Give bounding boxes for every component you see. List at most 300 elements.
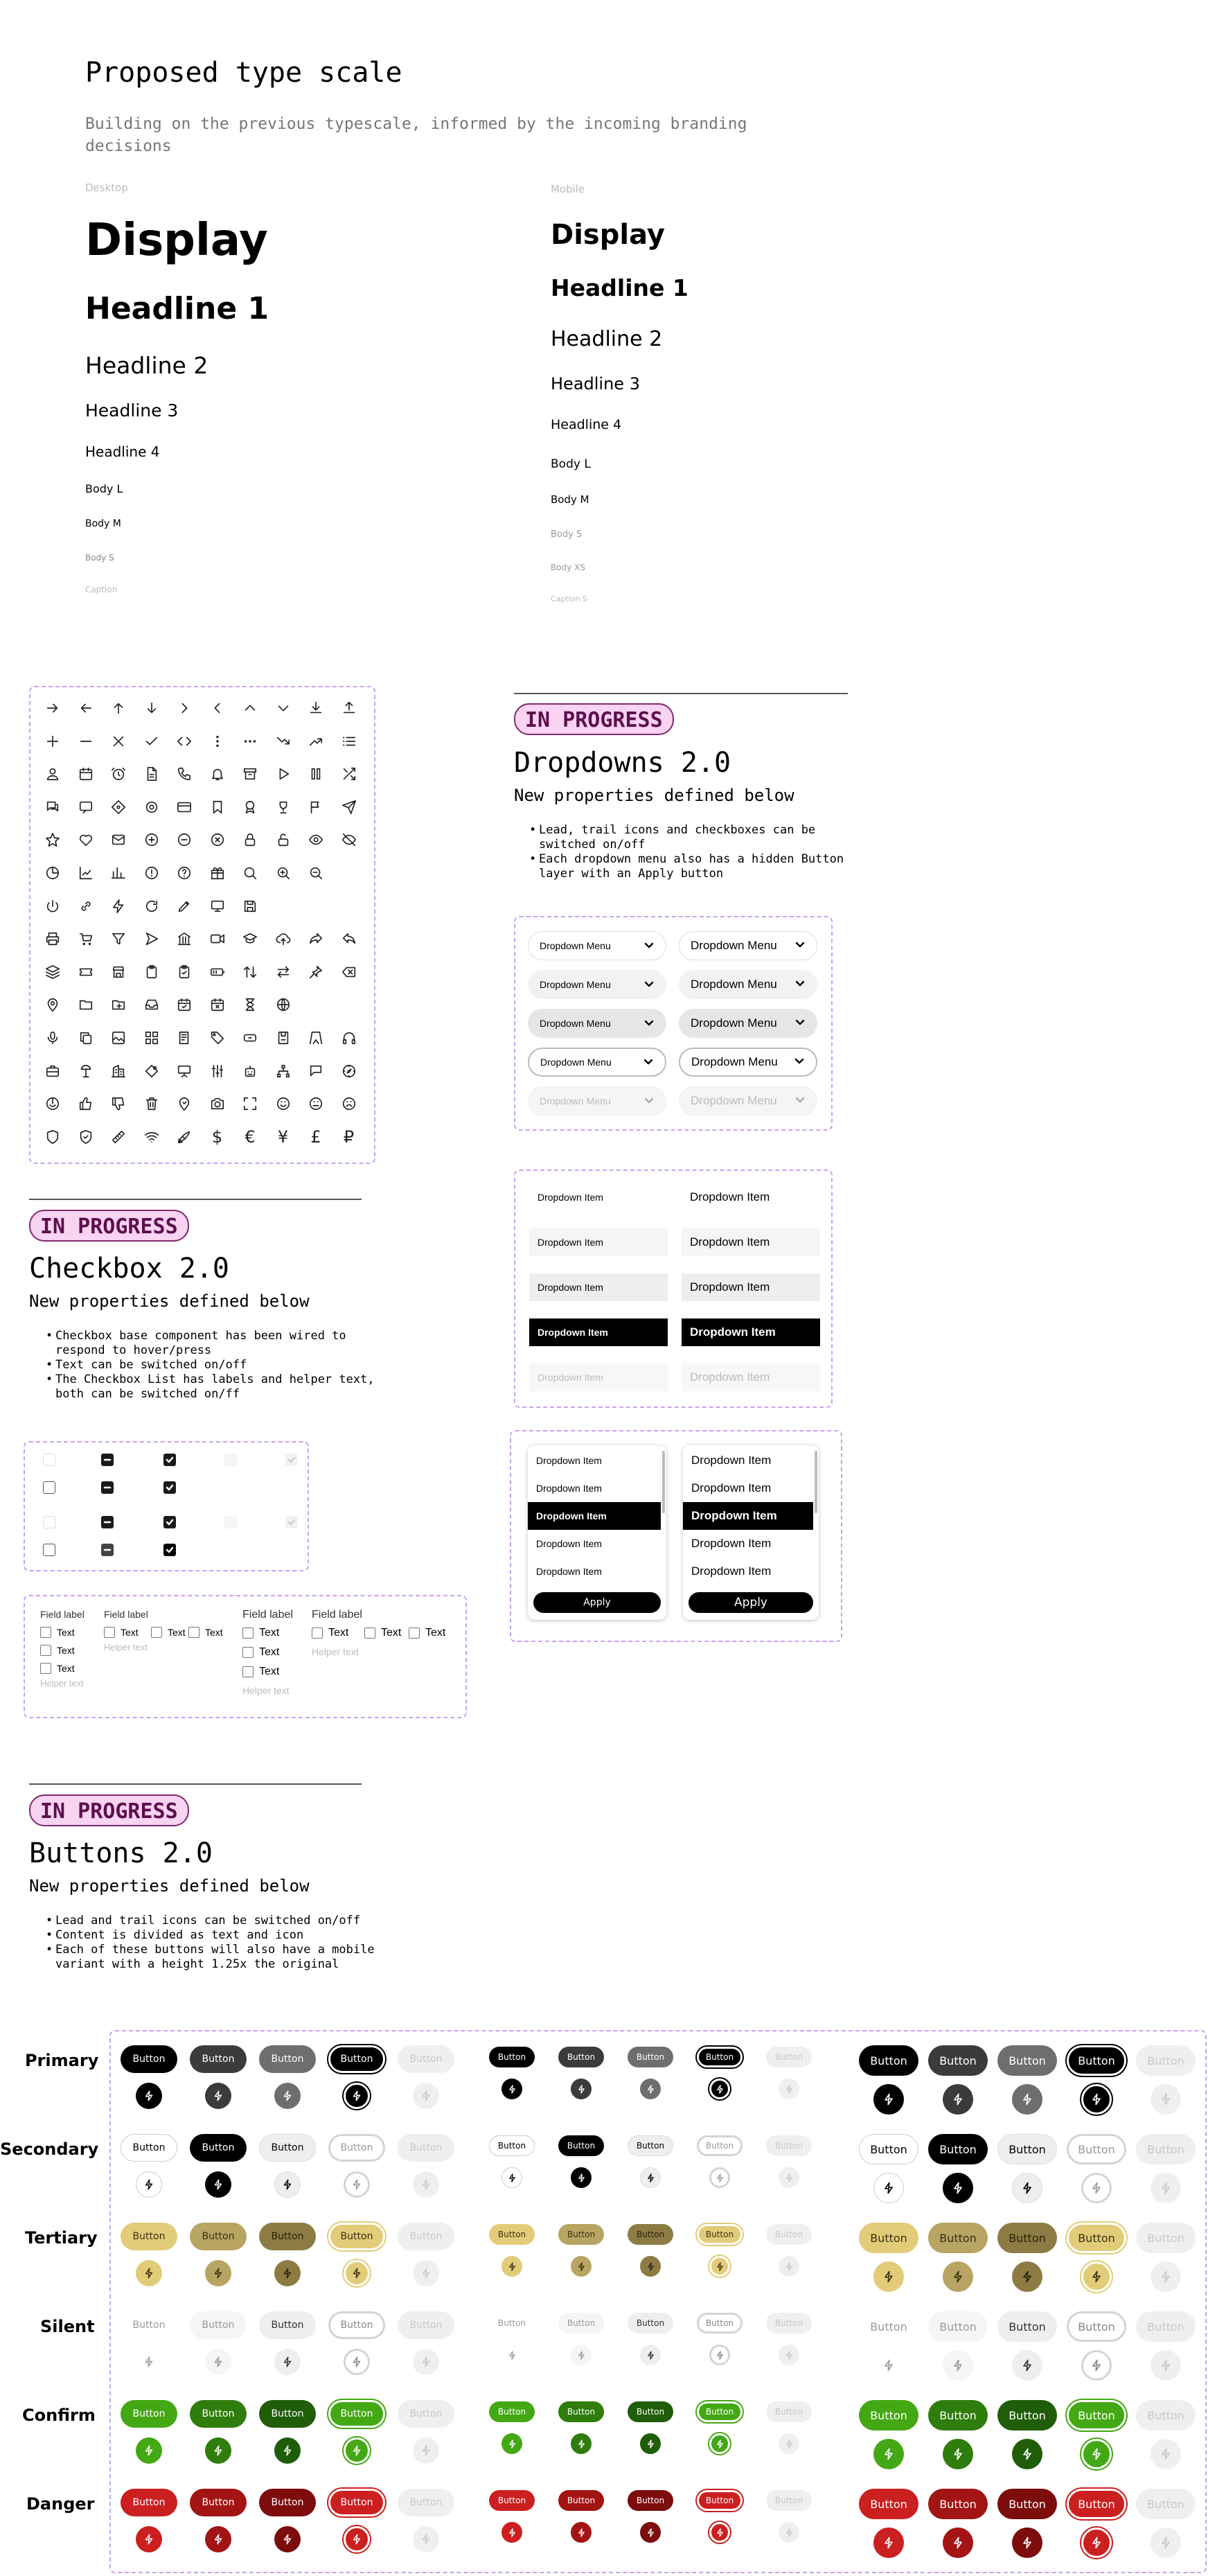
globe-icon [267,988,300,1021]
danger-icon-button[interactable] [501,2522,522,2543]
dropdown-menu-label: Dropdown Menu [540,1095,611,1106]
trash-icon [135,1087,168,1120]
dropdown-list-item[interactable]: Dropdown Item [683,1447,813,1474]
confirm-button[interactable]: Button [558,2401,604,2422]
mobile-headline-4: Headline 4 [551,417,622,432]
primary-icon-button[interactable] [136,2083,162,2109]
helper-text: Helper text [312,1646,359,1657]
bolt-icon [350,2178,363,2191]
checkbox[interactable] [163,1516,176,1528]
danger-icon-button[interactable] [274,2526,301,2552]
dropdown-menu[interactable] [528,1048,666,1077]
secondary-button[interactable]: Button [121,2134,177,2162]
tertiary-icon-button[interactable] [571,2256,592,2277]
tertiary-icon-button[interactable] [205,2260,231,2286]
silent-icon-button[interactable] [873,2350,904,2381]
danger-icon-button[interactable] [1012,2528,1042,2558]
bolt-icon [1020,2270,1034,2284]
secondary-button[interactable]: Button [997,2134,1057,2164]
silent-icon-button[interactable] [571,2345,592,2365]
heart-icon [69,823,103,856]
page-title: Proposed type scale [85,57,402,89]
apply-button[interactable]: Apply [533,1592,661,1613]
dropdown-list-item[interactable]: Dropdown Item [528,1502,661,1530]
swap-icon [267,955,300,989]
download-icon [299,691,332,725]
secondary-icon-button[interactable] [1012,2173,1042,2203]
silent-icon-button[interactable] [501,2345,522,2365]
silent-button[interactable]: Button [628,2313,673,2334]
dropdown-menu[interactable] [528,970,666,999]
primary-icon-button[interactable] [1012,2084,1042,2115]
checkbox-list-item[interactable] [242,1646,279,1659]
message-icon [69,791,103,824]
checkbox[interactable] [409,1627,420,1639]
silent-button[interactable]: Button [997,2311,1057,2342]
danger-button[interactable]: Button [928,2489,988,2519]
dropdown-list-item[interactable]: Dropdown Item [683,1502,813,1530]
bolt-icon [143,2178,155,2191]
tertiary-button[interactable]: Button [859,2223,918,2253]
secondary-icon-button[interactable] [873,2173,904,2203]
primary-button[interactable]: Button [697,2047,743,2067]
mobile-headline-1: Headline 1 [551,274,689,301]
checkbox[interactable] [40,1645,51,1656]
pie-chart-icon [36,856,69,890]
silent-icon-button[interactable] [640,2345,661,2365]
danger-button[interactable]: Button [328,2489,385,2516]
dropdown-item[interactable]: Dropdown Item [682,1318,820,1346]
danger-button[interactable]: Button [997,2489,1057,2519]
danger-button[interactable]: Button [628,2490,673,2511]
confirm-icon-button[interactable] [136,2437,162,2464]
checkbox-list-item[interactable] [242,1666,279,1678]
checkbox[interactable] [43,1454,55,1466]
tertiary-button[interactable]: Button [489,2224,535,2245]
primary-icon-button[interactable] [640,2079,661,2099]
tertiary-icon-button[interactable] [873,2261,904,2292]
silent-button[interactable]: Button [697,2313,743,2334]
bolt-icon [420,2267,432,2279]
helper-text: Helper text [104,1642,148,1652]
checkbox[interactable] [101,1544,114,1556]
confirm-button[interactable]: Button [628,2401,673,2422]
bolt-icon [646,2173,656,2183]
tertiary-button[interactable]: Button [259,2223,316,2250]
silent-icon-button[interactable] [136,2349,162,2375]
tertiary-icon-button[interactable] [640,2256,661,2277]
dropdown-list-item[interactable]: Dropdown Item [528,1558,661,1585]
secondary-button[interactable]: Button [628,2135,673,2156]
checkbox-list-item[interactable] [409,1627,445,1639]
tertiary-icon-button[interactable] [1012,2261,1042,2292]
secondary-icon-button[interactable] [1081,2173,1112,2203]
tertiary-button[interactable]: Button [190,2223,247,2250]
danger-icon-button[interactable] [1081,2528,1112,2558]
tertiary-button[interactable]: Button [928,2223,988,2253]
danger-icon-button[interactable] [344,2526,370,2552]
bolt-icon [715,2350,725,2361]
confirm-icon-button[interactable] [274,2437,301,2464]
silent-button[interactable]: Button [259,2311,316,2339]
bolt-icon [212,2356,224,2368]
silent-icon-button[interactable] [344,2349,370,2375]
checkbox[interactable] [43,1544,55,1556]
confirm-icon-button[interactable] [205,2437,231,2464]
silent-button[interactable]: Button [121,2311,177,2339]
silent-icon-button[interactable] [274,2349,301,2375]
checkbox[interactable] [104,1627,115,1638]
dropdown-scrollbar[interactable] [815,1451,817,1513]
checkbox[interactable] [43,1516,55,1528]
confirm-icon-button[interactable] [571,2433,592,2454]
silent-button[interactable]: Button [489,2313,535,2334]
secondary-icon-button[interactable] [274,2171,301,2198]
confirm-button[interactable]: Button [928,2400,988,2431]
dropdown-list-item[interactable]: Dropdown Item [528,1447,661,1474]
danger-button[interactable]: Button [1067,2489,1126,2519]
confirm-button[interactable]: Button [328,2400,385,2428]
dropdown-list-item[interactable]: Dropdown Item [528,1474,661,1502]
primary-button[interactable]: Button [628,2047,673,2067]
primary-button[interactable]: Button [997,2045,1057,2076]
danger-button[interactable]: Button [259,2489,316,2516]
checkbox[interactable] [163,1481,176,1494]
location-pin-icon [168,1087,201,1120]
danger-button[interactable]: Button [558,2490,604,2511]
primary-icon-button[interactable] [1081,2084,1112,2115]
page-subtitle-line-2: decisions [85,137,172,155]
dropdown-list-item[interactable]: Dropdown Item [683,1530,813,1558]
checkbox[interactable] [364,1627,375,1639]
dropdown-scrollbar[interactable] [662,1451,665,1513]
bolt-icon [350,2356,363,2368]
dropdown-menu[interactable] [679,1048,817,1077]
diamond-icon [102,791,135,824]
confirm-button[interactable]: Button [190,2400,247,2428]
euro-icon: € [245,1127,256,1147]
confirm-button[interactable]: Button [997,2400,1057,2431]
tertiary-button[interactable]: Button [558,2224,604,2245]
danger-icon-button[interactable] [571,2522,592,2543]
primary-button[interactable]: Button [328,2045,385,2073]
checkbox-list-item[interactable] [151,1627,186,1638]
secondary-icon-button[interactable] [571,2167,592,2188]
checkbox[interactable] [163,1454,176,1466]
bolt-icon [951,2358,965,2372]
dropdown-item[interactable]: Dropdown Item [682,1228,820,1256]
checkbox-list-item[interactable] [104,1627,139,1638]
silent-button[interactable]: Button [190,2311,247,2339]
dropdown-item[interactable]: Dropdown Item [682,1273,820,1301]
confirm-icon-button[interactable] [1081,2439,1112,2469]
folder-open-icon [102,988,135,1021]
dropdown-item[interactable]: Dropdown Item [529,1228,668,1256]
dropdown-list-item[interactable]: Dropdown Item [683,1474,813,1502]
silent-icon-button[interactable] [205,2349,231,2375]
danger-button[interactable]: Button [489,2490,535,2511]
checkbox-list-item[interactable] [40,1645,75,1656]
confirm-button[interactable]: Button [697,2401,743,2422]
confirm-icon-button[interactable] [1012,2439,1042,2469]
tertiary-icon-button[interactable] [943,2261,973,2292]
clipboard-icon [135,955,168,989]
danger-button[interactable]: Button [697,2490,743,2511]
secondary-button[interactable]: Button [558,2135,604,2156]
bolt-icon [882,2447,896,2461]
buttons-note: • Each of these buttons will also have a mobile variant with a height 1.25x the original [55,1943,375,1972]
desktop-headline-2: Headline 2 [85,352,208,379]
bolt-icon [420,2444,432,2457]
bolt-icon [1090,2447,1103,2461]
primary-icon-button[interactable] [501,2079,522,2099]
primary-button[interactable]: Button [558,2047,604,2067]
checkbox[interactable] [101,1481,114,1494]
dropdown-menu [528,1086,666,1115]
plus-icon [36,725,69,758]
tertiary-icon-button[interactable] [501,2256,522,2277]
danger-icon-button[interactable] [205,2526,231,2552]
bolt-icon [212,2444,224,2457]
dropdown-menu[interactable] [679,931,817,960]
secondary-icon-button[interactable] [344,2171,370,2198]
tertiary-icon-button[interactable] [1081,2261,1112,2292]
checkbox-text: Text [57,1627,75,1638]
checkbox[interactable] [188,1627,199,1638]
secondary-button[interactable]: Button [1067,2134,1126,2164]
checkbox-list-item[interactable] [364,1627,401,1639]
trophy-icon [267,791,300,824]
confirm-button[interactable]: Button [1067,2400,1126,2431]
bolt-icon [576,2173,587,2183]
secondary-button[interactable]: Button [697,2135,743,2156]
confirm-icon-button[interactable] [873,2439,904,2469]
danger-icon-button[interactable] [136,2526,162,2552]
secondary-button[interactable]: Button [190,2134,247,2162]
dropdown-menu[interactable] [679,970,817,999]
danger-icon-button[interactable] [640,2522,661,2543]
ruler-icon [102,1120,135,1154]
trend-down-icon [267,725,300,758]
secondary-icon-button[interactable] [709,2167,730,2188]
confirm-icon-button [413,2437,439,2464]
bolt-icon [882,2092,896,2106]
danger-button[interactable]: Button [121,2489,177,2516]
field-label: Field label [312,1609,362,1621]
checkbox[interactable] [151,1627,162,1638]
bolt-icon [715,2173,725,2183]
primary-icon-button[interactable] [709,2079,730,2099]
primary-button[interactable]: Button [121,2045,177,2073]
rocket-icon [168,1120,201,1154]
primary-icon-button[interactable] [344,2083,370,2109]
tertiary-button[interactable]: Button [628,2224,673,2245]
apply-button[interactable]: Apply [689,1592,813,1613]
checkbox[interactable] [163,1544,176,1556]
dropdown-list-item[interactable]: Dropdown Item [528,1530,661,1558]
checkbox[interactable] [242,1627,254,1639]
primary-button[interactable]: Button [928,2045,988,2076]
primary-icon-button[interactable] [205,2083,231,2109]
silent-button[interactable]: Button [859,2311,918,2342]
secondary-icon-button[interactable] [136,2171,162,2198]
primary-button[interactable]: Button [190,2045,247,2073]
smile-alt-icon [299,1087,332,1120]
checkbox[interactable] [312,1627,323,1639]
danger-button[interactable]: Button [859,2489,918,2519]
confirm-button[interactable]: Button [489,2401,535,2422]
tertiary-button[interactable]: Button [1067,2223,1126,2253]
silent-icon-button[interactable] [943,2350,973,2381]
secondary-button[interactable]: Button [259,2134,316,2162]
danger-icon-button[interactable] [873,2528,904,2558]
dropdown-list-item[interactable]: Dropdown Item [683,1558,813,1585]
save-icon [233,890,267,923]
silent-icon-button[interactable] [1081,2350,1112,2381]
play-icon [267,757,300,791]
bolt-icon [1159,2358,1173,2372]
tertiary-icon-button[interactable] [274,2260,301,2286]
helper-text: Helper text [242,1685,290,1696]
dropdown-item[interactable]: Dropdown Item [529,1273,668,1301]
tertiary-button[interactable]: Button [697,2224,743,2245]
secondary-button[interactable]: Button [489,2135,535,2156]
desktop-display: Display [85,215,268,266]
checkbox[interactable] [43,1481,55,1494]
checkbox[interactable] [242,1647,254,1658]
primary-button[interactable]: Button [859,2045,918,2076]
bolt-icon [646,2350,656,2361]
primary-button[interactable]: Button [1067,2045,1126,2076]
checkbox[interactable] [40,1627,51,1638]
tertiary-button[interactable]: Button [121,2223,177,2250]
send-icon [332,791,366,824]
secondary-icon-button[interactable] [205,2171,231,2198]
inbox-icon [135,988,168,1021]
primary-icon-button[interactable] [274,2083,301,2109]
danger-button: Button [398,2489,454,2516]
tertiary-icon-button[interactable] [136,2260,162,2286]
bolt-icon [1020,2358,1034,2372]
danger-button[interactable]: Button [190,2489,247,2516]
danger-icon-button[interactable] [943,2528,973,2558]
checkbox-title: Checkbox 2.0 [29,1253,229,1285]
silent-button[interactable]: Button [328,2311,385,2339]
confirm-button[interactable]: Button [859,2400,918,2431]
confirm-icon-button[interactable] [943,2439,973,2469]
bolt-icon [646,2261,656,2272]
confirm-button[interactable]: Button [121,2400,177,2428]
silent-button[interactable]: Button [928,2311,988,2342]
primary-icon-button[interactable] [873,2084,904,2115]
document-icon [135,757,168,791]
silent-icon-button[interactable] [709,2345,730,2365]
checkbox-list-item[interactable] [188,1627,223,1638]
tertiary-icon-button[interactable] [709,2256,730,2277]
dropdown-menu[interactable] [679,1009,817,1038]
bolt-icon [1020,2092,1034,2106]
chevron-down-icon [794,1055,805,1070]
primary-button[interactable]: Button [259,2045,316,2073]
buttons-notes [43,1914,375,1972]
arrow-up-icon [102,691,135,725]
bolt-icon [507,2439,517,2449]
page-subtitle: Building on the previous typescale, informed by the incoming branding [85,115,747,133]
secondary-button[interactable]: Button [928,2134,988,2164]
checkbox-status-badge: IN PROGRESS [29,1210,189,1242]
checkbox-list-item[interactable] [40,1627,75,1638]
primary-button: Button [766,2047,812,2067]
secondary-icon-button[interactable] [943,2173,973,2203]
checkbox-list-item[interactable] [312,1627,348,1639]
chevron-down-icon [794,1016,806,1031]
confirm-icon-button[interactable] [344,2437,370,2464]
bolt-icon [420,2533,432,2546]
chevron-left-icon [201,691,234,725]
dropdown-item[interactable]: Dropdown Item [529,1318,668,1346]
lock-icon [233,823,267,856]
bolt-icon [1020,2536,1034,2550]
dropdown-menu[interactable] [528,1009,666,1038]
bolt-icon [507,2261,517,2272]
primary-icon-button[interactable] [571,2079,592,2099]
silent-icon-button[interactable] [1012,2350,1042,2381]
secondary-button[interactable]: Button [859,2134,918,2164]
checkbox-note: • Checkbox base component has been wired to respond to hover/press [55,1329,375,1358]
shop-icon [102,955,135,989]
primary-button[interactable]: Button [489,2047,535,2067]
tertiary-button[interactable]: Button [328,2223,385,2250]
danger-icon-button[interactable] [709,2522,730,2543]
bar-chart-icon [102,856,135,890]
bolt-icon [1159,2270,1173,2284]
silent-button[interactable]: Button [558,2313,604,2334]
checkbox[interactable] [101,1516,114,1528]
dropdown-menu[interactable] [528,931,666,960]
checkbox[interactable] [101,1454,114,1466]
silent-button[interactable]: Button [1067,2311,1126,2342]
checkbox-list-item[interactable] [242,1627,279,1639]
confirm-icon-button[interactable] [709,2433,730,2454]
chevron-down-icon [643,1095,655,1108]
checkbox[interactable] [242,1666,254,1677]
buttons-title: Buttons 2.0 [29,1837,213,1869]
dropdown-item[interactable]: Dropdown Item [529,1183,668,1211]
bolt-icon [715,2528,725,2538]
edit-icon [168,890,201,923]
confirm-icon-button[interactable] [501,2433,522,2454]
dropdown-menu-label: Dropdown Menu [691,1016,777,1030]
secondary-icon-button[interactable] [501,2167,522,2188]
silent-icon-button [413,2349,439,2375]
chevron-down-icon [267,691,300,725]
secondary-icon-button[interactable] [640,2167,661,2188]
confirm-button[interactable]: Button [259,2400,316,2428]
mobile-body-xs: Body XS [551,563,585,572]
checkbox[interactable] [40,1663,51,1674]
tertiary-button[interactable]: Button [997,2223,1057,2253]
secondary-button[interactable]: Button [328,2134,385,2162]
tertiary-icon-button[interactable] [344,2260,370,2286]
secondary-button: Button [1136,2134,1196,2164]
bolt-icon [143,2356,155,2368]
dropdown-item[interactable]: Dropdown Item [682,1183,820,1211]
confirm-icon-button[interactable] [640,2433,661,2454]
primary-icon-button[interactable] [943,2084,973,2115]
checkbox-list-item[interactable] [40,1663,75,1674]
mobile-body-l: Body L [551,457,591,471]
helper-text: Helper text [40,1678,84,1688]
